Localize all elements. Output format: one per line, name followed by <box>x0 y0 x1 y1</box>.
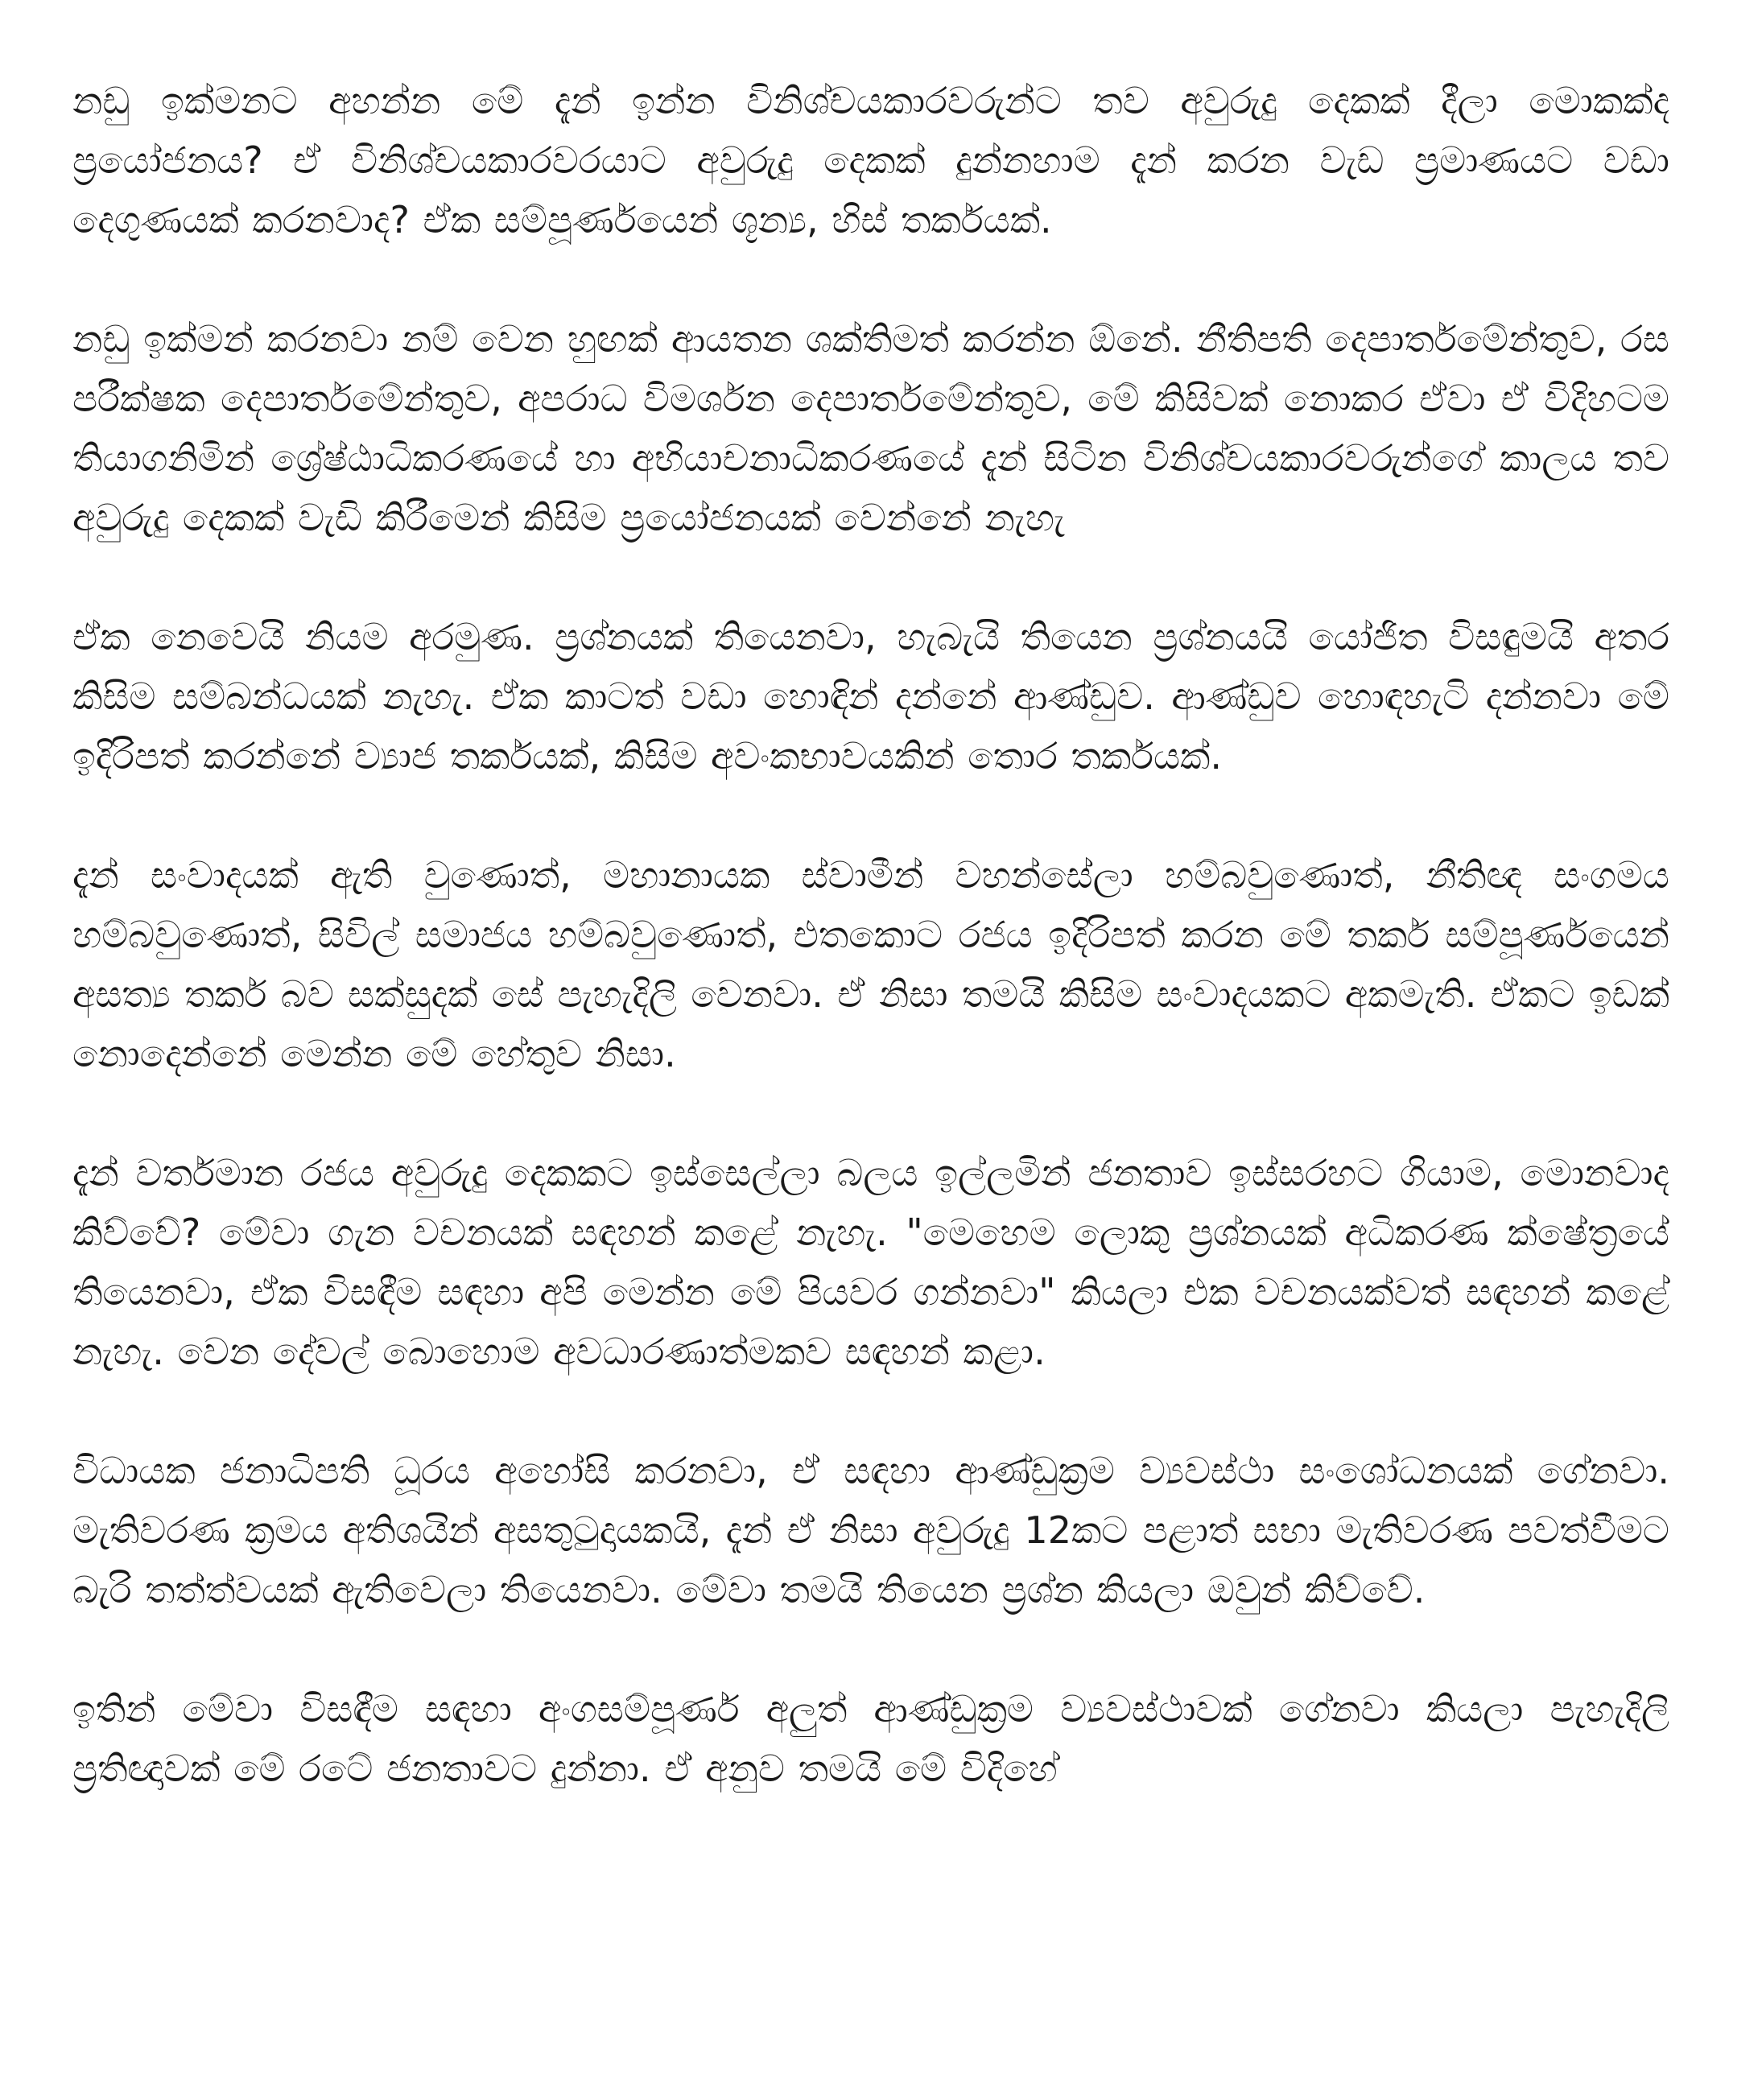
paragraph-6: විධායක ජනාධිපති ධූරය අහෝසි කරනවා, ඒ සඳහා ආණ්ඩුක්‍රම ව්‍යවස්ථා සංශෝධනයක් ගේනවා. මැතිවරණ ක්‍රමය අතිශයින් අසතුටුදායකයි, දැන් ඒ නිසා අවුරුදු 12කට පළාත් සභා මැතිවරණ පවත්වීමට බැරි තත්ත්වයක් ඇතිවෙලා තියෙනවා. මේවා තමයි තියෙන ප්‍රශ්න කියලා ඔවුන් කිව්වේ. <box>72 1449 1669 1611</box>
paragraph-3: ඒක නෙවෙයි නියම අරමුණ. ප්‍රශ්නයක් තියෙනවා, හැබැයි තියෙන ප්‍රශ්නයයි යෝජිත විසඳුමයි අතර කිසිම සම්බන්ධයක් නැහැ. ඒක කාටත් වඩා හොඳින් දන්නේ ආණ්ඩුව. ආණ්ඩුව හොඳහැටි දන්නවා මේ ඉදිරිපත් කරන්නේ ව්‍යාජ තර්කයක්, කිසිම අවංකභාවයකින් තොර තර්කයක්. <box>72 615 1669 778</box>
paragraph-7: ඉතින් මේවා විසඳීම සඳහා අංගසම්පූර්ණ අලුත් ආණ්ඩුක්‍රම ව්‍යවස්ථාවක් ගේනවා කියලා පැහැදිලි ප්‍රතිඥාවක් මේ රටේ ජනතාවට දුන්නා. ඒ අනුව තමයි මේ විදිහේ <box>72 1687 1669 1790</box>
paragraph-4: දැන් සංවාදයක් ඇති වුණොත්, මහානායක ස්වාමීන් වහන්සේලා හම්බවුණොත්, නීතිඥ සංගමය හම්බවුණොත්, සිවිල් සමාජය හම්බවුණොත්, එතකොට රජය ඉදිරිපත් කරන මේ තර්ක සම්පූර්ණයෙන් අසත්‍ය තර්ක බව සක්සුදක් සේ පැහැදිලි වෙනවා. ඒ නිසා තමයි කිසිම සංවාදයකට අකමැති. ඒකට ඉඩක් නොදෙන්නේ මෙන්න මේ හේතුව නිසා. <box>72 853 1669 1075</box>
paragraph-5: දැන් වර්තමාන රජය අවුරුදු දෙකකට ඉස්සෙල්ලා බලය ඉල්ලමින් ජනතාව ඉස්සරහට ගියාම, මොනවාද කිව්වේ? මේවා ගැන වචනයක් සඳහන් කළේ නැහැ. "මෙහෙම ලොකු ප්‍රශ්නයක් අධිකරණ ක්ෂේත්‍රයේ තියෙනවා, ඒක විසඳීම සඳහා අපි මෙන්න මේ පියවර ගන්නවා" කියලා එක වචනයක්වත් සඳහන් කළේ නැහැ. වෙන දේවල් බොහොම අවධාරණාත්මකව සඳහන් කළා. <box>72 1151 1669 1373</box>
document-body <box>72 71 1669 1858</box>
paragraph-1: නඩු ඉක්මනට අහන්න මේ දැන් ඉන්න විනිශ්චයකාරවරුන්ට තව අවුරුදු දෙකක් දීලා මොකක්ද ප්‍රයෝජනය? ඒ විනිශ්චයකාරවරයාට අවුරුදු දෙකක් දුන්නහාම දැන් කරන වැඩ ප්‍රමාණයට වඩා දෙගුණයක් කරනවාද? ඒක සම්පූර්ණයෙන් ශූන්‍ය, හිස් තර්කයක්. <box>72 79 1669 241</box>
paragraph-2: නඩු ඉක්මන් කරනවා නම් වෙන හුඟක් ආයතන ශක්තිමත් කරන්න ඕනේ. නීතිපති දෙපාර්තමේන්තුව, රස පරීක්ෂක දෙපාර්තමේන්තුව, අපරාධ විමර්ශන දෙපාර්තමේන්තුව, මේ කිසිවක් නොකර ඒවා ඒ විදිහටම තියාගනිමින් ශ්‍රේෂ්ඨාධිකරණයේ හා අභියාචනාධිකරණයේ දැන් සිටින විනිශ්චයකාරවරුන්ගේ කාලය තව අවුරුදු දෙකක් වැඩි කිරීමෙන් කිසිම ප්‍රයෝජනයක් වෙන්නේ නැහැ <box>72 317 1669 539</box>
